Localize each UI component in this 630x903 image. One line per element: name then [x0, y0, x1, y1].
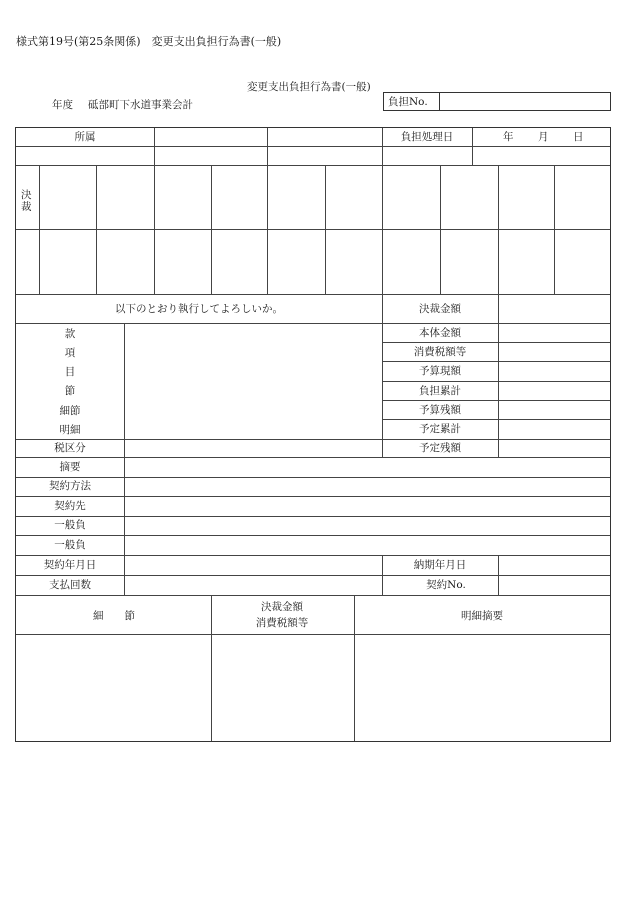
delivery-date-field[interactable]: [499, 556, 609, 574]
affiliation-field-2[interactable]: [268, 129, 381, 145]
contract-no-label: 契約No.: [426, 579, 466, 591]
decision-amount-field[interactable]: [499, 324, 609, 341]
summary-field[interactable]: [125, 458, 609, 476]
budget-label-setsu: 節: [64, 385, 76, 397]
detail-label-contractor: 契約先: [54, 500, 86, 512]
form-number: 様式第19号(第25条関係) 変更支出負担行為書(一般): [16, 35, 282, 48]
subsection-detail-area[interactable]: [17, 635, 210, 740]
affiliation-label: 所属: [74, 131, 96, 143]
budget-label-moku: 目: [64, 366, 76, 378]
budget-label-saisetsu: 細節: [59, 405, 81, 417]
approval-statement: 以下のとおり執行してよろしいか。: [115, 303, 283, 315]
detail-label-general-1: 一般負: [54, 519, 86, 531]
decision-amount-detail-area[interactable]: [212, 635, 353, 740]
budget-label-kou: 項: [64, 347, 76, 359]
main-form: [15, 127, 611, 742]
year-label: 年: [503, 131, 514, 143]
tax-category-label: 税区分: [54, 442, 86, 454]
tax-category-field[interactable]: [125, 440, 381, 456]
delivery-date-label: 納期年月日: [413, 559, 467, 571]
amount-label-planned-remaining: 予定残額: [419, 442, 461, 454]
contract-date-field[interactable]: [125, 556, 381, 574]
fiscal-year-label: 年度: [52, 99, 73, 111]
month-label: 月: [538, 131, 549, 143]
bottom-col-decision-amount: 決裁金額: [261, 601, 303, 613]
contract-date-label: 契約年月日: [43, 559, 97, 571]
detail-label-general-2: 一般負: [54, 539, 86, 551]
amount-label-burden-total: 負担累計: [419, 385, 461, 397]
contract-no-field[interactable]: [499, 576, 609, 594]
affiliation-value-field[interactable]: [17, 147, 153, 164]
burden-process-date-label: 負担処理日: [400, 131, 454, 143]
account-name: 砥部町下水道事業会計: [88, 99, 193, 111]
payment-count-label: 支払回数: [49, 579, 91, 591]
affiliation-field-1[interactable]: [155, 129, 266, 145]
burden-no-field[interactable]: [439, 94, 609, 109]
bottom-col-subsection: 細 節: [93, 610, 135, 622]
form-title: 変更支出負担行為書(一般): [247, 81, 371, 93]
day-label: 日: [573, 131, 584, 143]
detail-label-contract-method: 契約方法: [49, 480, 91, 492]
amount-label-budget-remaining: 予算残額: [419, 404, 461, 416]
bottom-col-tax: 消費税額等: [255, 617, 309, 629]
amount-label-planned-total: 予定累計: [419, 423, 461, 435]
bottom-col-detail-summary: 明細摘要: [461, 610, 503, 622]
amount-label-tax: 消費税額等: [413, 346, 467, 358]
decision-label: 決裁: [21, 189, 32, 214]
contractor-field[interactable]: [125, 497, 609, 515]
detail-label-summary: 摘要: [59, 461, 81, 473]
payment-count-field[interactable]: [125, 576, 381, 594]
budget-label-meisai: 明細: [59, 424, 81, 436]
contract-method-field[interactable]: [125, 478, 609, 495]
detail-summary-area[interactable]: [355, 635, 609, 740]
budget-label-kan: 款: [64, 328, 76, 340]
amount-label-budget-current: 予算現額: [419, 365, 461, 377]
burden-no-label: 負担No.: [388, 96, 428, 108]
decision-amount-label: 決裁金額: [419, 303, 461, 315]
amount-label-body: 本体金額: [419, 327, 461, 339]
budget-detail-field[interactable]: [125, 324, 381, 438]
